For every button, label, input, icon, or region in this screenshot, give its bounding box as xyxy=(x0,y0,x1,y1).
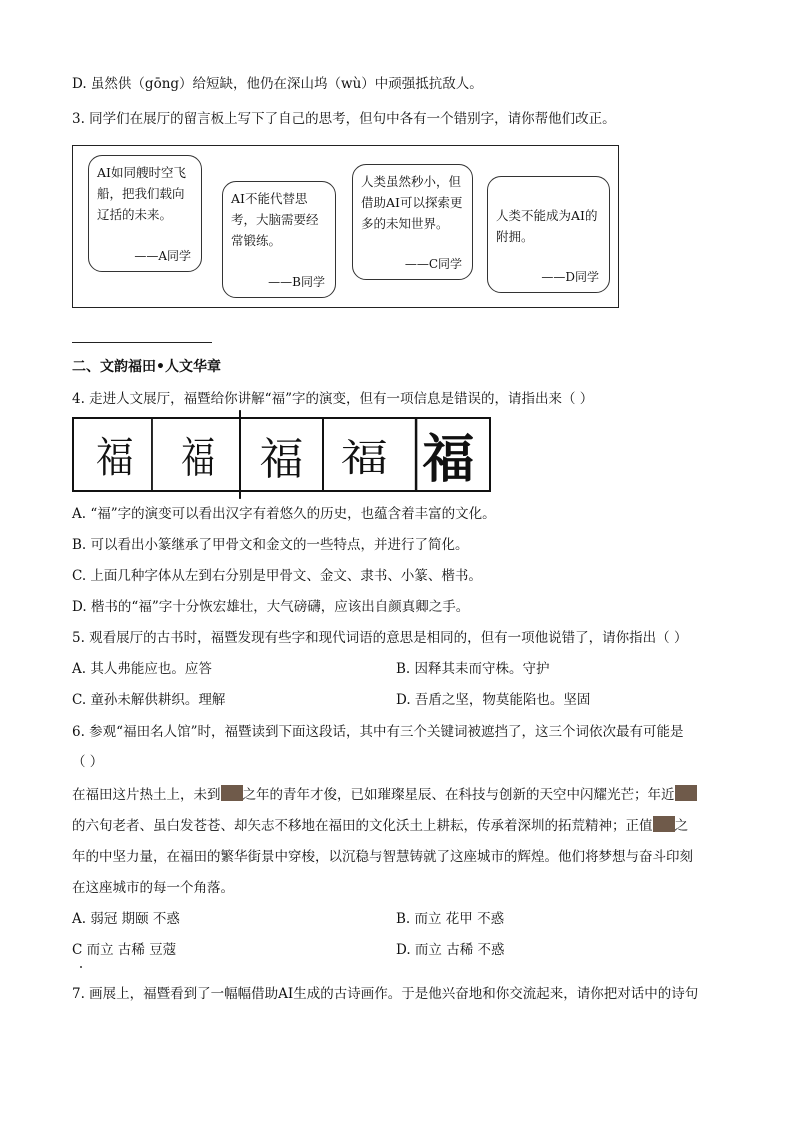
q6-passage-line-3: 年的中坚力量，在福田的繁华街景中穿梭，以沉稳与智慧铸就了这座城市的辉煌。他们将梦想与奋斗印刻 xyxy=(72,849,693,865)
fu-char-1: 福 xyxy=(78,419,153,490)
q5-option-c: C. 童孙未解供耕织。理解 xyxy=(72,692,226,708)
q2-option-d: D. 虽然供（gōng）给短缺，他仍在深山坞（wù）中顽强抵抗敌人。 xyxy=(72,76,483,92)
q6-option-b: B. 而立 花甲 不惑 xyxy=(396,911,505,927)
q4-stem: 4. 走进人文展厅，福暨给你讲解“福”字的演变，但有一项信息是错误的，请指出来（ ） xyxy=(72,391,594,407)
q5-stem: 5. 观看展厅的古书时，福暨发现有些字和现代词语的意思是相同的，但有一项他说错了，请你指出（ ） xyxy=(72,630,688,646)
note-d-signature: ——D同学 xyxy=(541,270,599,284)
blank-mask-3 xyxy=(653,816,675,832)
fu-char-2: 福 xyxy=(157,410,240,499)
fu-evolution-table xyxy=(72,417,491,492)
fu-char-5: 福 xyxy=(422,430,475,490)
q4-option-d: D. 楷书的“福”字十分恢宏雄壮，大气磅礴，应该出自颜真卿之手。 xyxy=(72,599,470,615)
q4-option-a: A. “福”字的演变可以看出汉字有着悠久的历史，也蕴含着丰富的文化。 xyxy=(72,506,496,522)
q6-stem: 6. 参观“福田名人馆”时，福暨读到下面这段话，其中有三个关键词被遮挡了，这三个词依次最有可能是 xyxy=(72,724,684,740)
q5-option-d: D. 吾盾之坚，物莫能陷也。坚固 xyxy=(396,692,591,708)
q6-passage-line-4: 在这座城市的每一个角落。 xyxy=(72,880,234,896)
q7-stem: 7. 画展上，福暨看到了一幅幅借助AI生成的古诗画作。于是他兴奋地和你交流起来，请你把对话中的诗句 xyxy=(72,986,699,1002)
fu-char-3: 福 xyxy=(241,419,324,490)
blank-mask-2 xyxy=(675,785,697,801)
q5-option-a: A. 其人弗能应也。应答 xyxy=(72,661,212,677)
note-a-signature: ——A同学 xyxy=(134,249,191,263)
stray-dot xyxy=(80,966,82,968)
note-c xyxy=(352,164,473,280)
q4-option-b: B. 可以看出小篆继承了甲骨文和金文的一些特点，并进行了简化。 xyxy=(72,537,469,553)
blank-mask-1 xyxy=(221,785,243,801)
q6-p1a: 在福田这片热土上，未到 xyxy=(72,787,221,803)
note-c-text: 人类虽然秒小，但借助AI可以探索更多的未知世界。 xyxy=(361,174,463,231)
message-board xyxy=(72,145,619,308)
note-c-signature: ——C同学 xyxy=(404,257,462,271)
q5-option-b: B. 因释其耒而守株。守护 xyxy=(396,661,550,677)
q6-passage-line-1 xyxy=(72,785,697,805)
q6-paren: （ ） xyxy=(72,754,104,770)
note-d xyxy=(487,176,610,293)
q6-p2a: 的六旬老者、虽白发苍苍、却矢志不移地在福田的文化沃土上耕耘，传承着深圳的拓荒精神；正值 xyxy=(72,818,653,834)
q6-option-d: D. 而立 古稀 不惑 xyxy=(396,942,505,958)
note-b xyxy=(222,181,336,298)
note-d-text: 人类不能成为AI的附拥。 xyxy=(496,208,598,244)
q3-stem: 3. 同学们在展厅的留言板上写下了自己的思考，但句中各有一个错别字，请你帮他们改正。 xyxy=(72,111,616,127)
note-a xyxy=(88,155,202,272)
note-b-text: AI不能代替思考，大脑需要经常锻练。 xyxy=(231,191,319,248)
section-heading: 二、文韵福田•人文华章 xyxy=(72,359,221,375)
note-a-text: AI如同艘时空飞船，把我们载向辽括的未来。 xyxy=(97,165,186,222)
q6-p1b: 之年的青年才俊，已如璀璨星辰、在科技与创新的天空中闪耀光芒；年近 xyxy=(242,787,675,803)
divider xyxy=(72,342,212,343)
note-b-signature: ——B同学 xyxy=(268,275,325,289)
q6-option-c: C 而立 古稀 豆蔻 xyxy=(72,942,177,958)
q4-option-c: C. 上面几种字体从左到右分别是甲骨文、金文、隶书、小篆、楷书。 xyxy=(72,568,482,584)
q6-option-a: A. 弱冠 期颐 不惑 xyxy=(72,911,180,927)
q6-p2b: 之 xyxy=(674,818,688,834)
fu-char-4: 福 xyxy=(314,419,418,490)
q6-passage-line-2 xyxy=(72,816,688,836)
